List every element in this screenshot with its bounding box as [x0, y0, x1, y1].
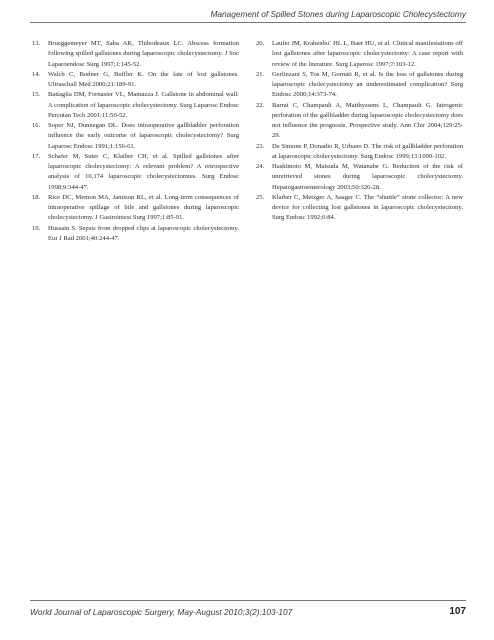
reference-item [32, 224, 239, 245]
reference-item [256, 101, 463, 142]
reference-text: Soper NJ, Dunnegan DL. Does intraoperative gallbladder perforation influence the early outcome of laparoscopic cholecystectomy? Surg Laparosc Endosc 1991;1:156-61. [48, 122, 239, 150]
reference-number: 17. [32, 152, 41, 160]
reference-number: 25. [256, 193, 265, 201]
reference-number: 14. [32, 70, 41, 78]
reference-text: Hashimoto M, Matsuda M, Watanabe G. Reduction of the risk of unretrieved stones during laparoscopic cholecystectomy. Hepatogastroenterology 2003;50:326-28. [272, 163, 463, 191]
reference-text: Gerlinzani S, Tos M, Gornati R, et al. Is the loss of gallstones during laparoscopic cholecystectomy an underestimated complication? Surg Endosc 2000;14:373-74. [272, 70, 463, 99]
reference-text: Hussain S. Sepsis from dropped clips at laparoscopic cholecystectomy. Eur J Rad 2001;40:244-47. [48, 224, 239, 242]
reference-item [32, 152, 239, 193]
reference-number: 19. [32, 224, 41, 232]
journal-citation: World Journal of Laparoscopic Surgery, May-August 2010;3(2):103-107 [30, 607, 293, 617]
header-divider [30, 22, 466, 23]
reference-item [32, 193, 239, 224]
reference-text: Rice DC, Memon MA, Jamison RL, et al. Long-term consequences of intraoperative spillage of bile and gallstones during laparoscopic cholecystectomy. J Gastrointest Surg 1997;1:85-91. [48, 193, 239, 222]
reference-number: 22. [256, 101, 265, 109]
references-column-right [256, 39, 463, 224]
reference-number: 23. [256, 142, 265, 150]
reference-item [32, 70, 239, 91]
reference-text: Klaiber C, Metzger A, Saager C. The “shuttle” stone collector: A new device for collecting lost gallstones in laparoscopic cholecystectomy. Surg Endosc 1992;6:84. [272, 193, 463, 222]
reference-text: Walch C, Bodner G, Buffler K. On the fate of lost gallstones. Ultraschall Med 2000;21:189-91. [48, 70, 239, 88]
reference-item [256, 142, 463, 163]
reference-text: Laufer JM, Krahenbu¨ HL L, Baer HU, et al. Clinical manifestations off lost gallstones after laparoscopic cholecystectomy: A case report with review of the literature. Surg Laparosc 1997;7:103-12. [272, 40, 463, 68]
reference-item [256, 70, 463, 101]
running-title: Management of Spilled Stones during Laparoscopic Cholecystectomy [210, 9, 466, 19]
reference-text: De Simone P, Donadio R, Urbano D. The risk of gallbladder perforation at laparoscopic cholecystectomy. Surg Endosc 1999;13:1099-102. [272, 142, 463, 160]
reference-item [32, 121, 239, 152]
references-column-left [32, 39, 239, 244]
reference-number: 21. [256, 70, 265, 78]
footer-divider [30, 600, 466, 601]
reference-text: Schafer M, Suter C, Klaiber CH, et al. Spilled gallstones after laparoscopic cholecystectomy: A relevant problem? A retrospective analysis of 10,174 laparoscopic cholecystectomies. Surg Endosc 1998;9:344-47. [48, 152, 239, 191]
reference-number: 13. [32, 40, 41, 47]
reference-text: Brueggemeyer MT, Saba AK, Thibodeaux LC. Abscess formation following spilled gallstones during laparoscopic cholecystectomy. J Soc Laparoendosc Surg 1997;1:145-52. [48, 40, 239, 68]
page-number: 107 [449, 606, 466, 617]
reference-item [32, 90, 239, 121]
reference-number: 16. [32, 122, 41, 129]
reference-number: 18. [32, 193, 41, 201]
reference-item [256, 193, 463, 224]
reference-number: 24. [256, 163, 265, 170]
reference-item [32, 39, 239, 70]
reference-item [256, 39, 463, 70]
reference-number: 15. [32, 91, 41, 99]
reference-text: Battaglia DM, Fornasier VL, Mamazza J. Gallstone in abdominal wall: A complication of laparoscopic cholecystectomy. Surg Laparosc Endosc Percutan Tech 2001;11:50-52. [48, 91, 239, 119]
reference-text: Barrat C, Champault A, Matthyssens L, Champault G. Iatrogenic perforation of the gallbladder during laparoscopic cholecystectomy does not influence the prognosis. Prospective study. Ann Chir 2004;129:25-29. [272, 101, 463, 140]
reference-number: 20. [256, 40, 265, 47]
reference-item [256, 162, 463, 193]
